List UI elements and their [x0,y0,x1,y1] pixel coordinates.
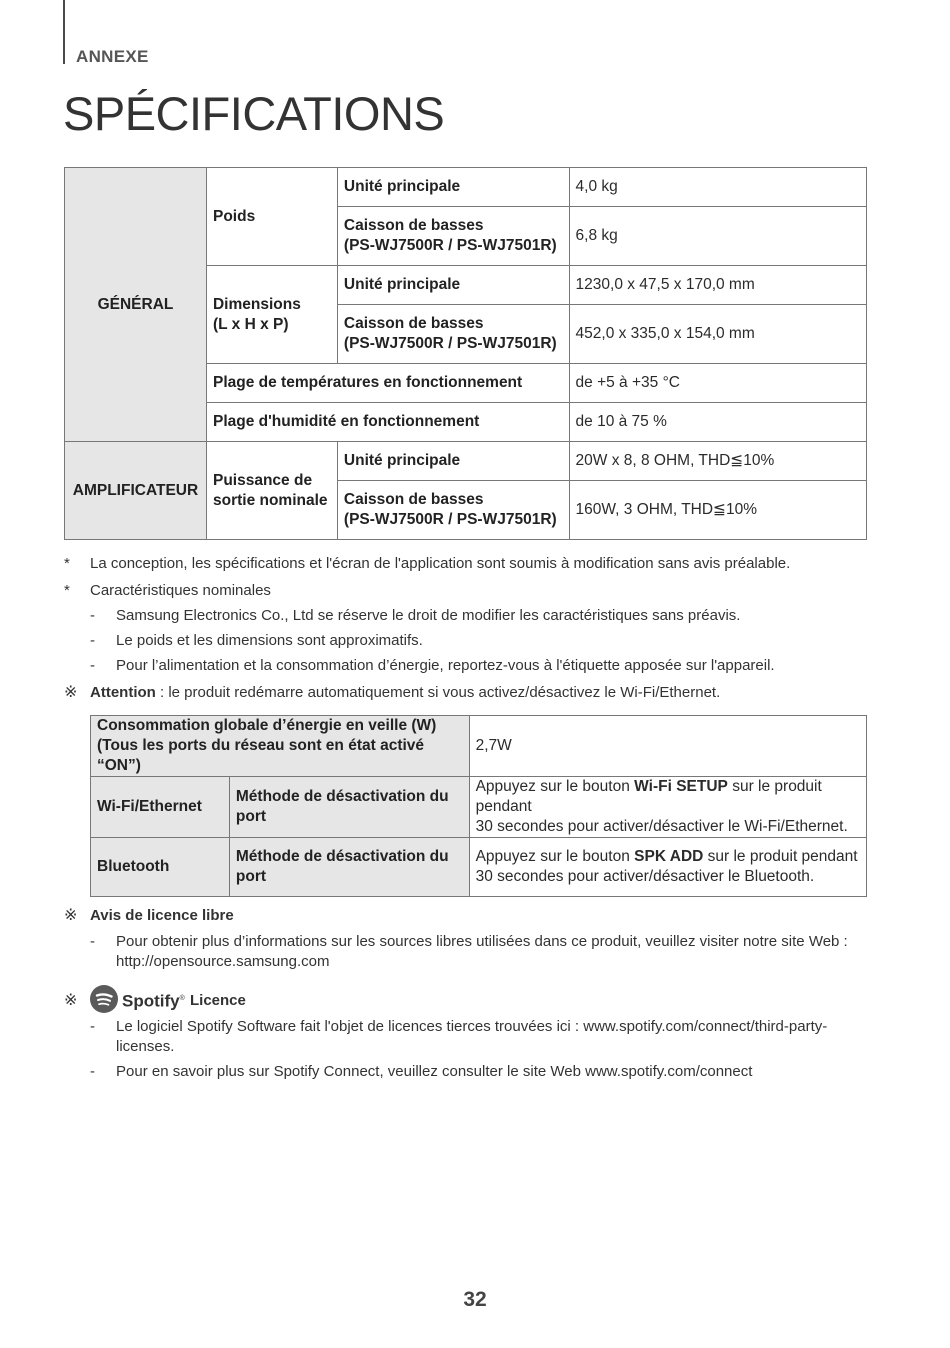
note-attention: ※ Attention : le produit redémarre automatiquement si vous activez/désactivez le Wi-Fi/Ethernet. [64,684,721,701]
section-label: ANNEXE [76,47,149,66]
power-sub-value: 160W, 3 OHM, THD≦10% [569,481,866,540]
weight-sub-label: Caisson de basses (PS-WJ7500R / PS-WJ7501R) [337,207,569,266]
spotify-logo-icon [90,985,118,1013]
power-main-label: Unité principale [337,442,569,481]
general-label: GÉNÉRAL [65,168,207,442]
temperature-label: Plage de températures en fonctionnement [206,364,569,403]
note-sub-1: - Samsung Electronics Co., Ltd se réserve le droit de modifier les caractéristiques sans préavis. [90,607,741,624]
temperature-value: de +5 à +35 °C [569,364,866,403]
page-title: SPÉCIFICATIONS [63,87,445,140]
weight-label: Poids [206,168,337,266]
amplifier-label: AMPLIFICATEUR [65,442,207,540]
humidity-value: de 10 à 75 % [569,403,866,442]
dim-main-value: 1230,0 x 47,5 x 170,0 mm [569,266,866,305]
spec-table [64,167,867,540]
note-sub-2: - Le poids et les dimensions sont approximatifs. [90,632,423,649]
note-rated: * Caractéristiques nominales [64,582,271,599]
open-source-title: ※ Avis de licence libre [64,907,234,924]
power-sub-label: Caisson de basses (PS-WJ7500R / PS-WJ7501R) [337,481,569,540]
spotify-block [64,985,884,1082]
consumption-value: 2,7W [469,716,866,777]
wifi-method-label: Méthode de désactivation du port [229,777,469,838]
consumption-label: Consommation globale d’énergie en veille (W) (Tous les ports du réseau sont en état activé “ON”) [91,716,470,777]
bluetooth-method-label: Méthode de désactivation du port [229,838,469,897]
power-main-value: 20W x 8, 8 OHM, THD≦10% [569,442,866,481]
notes-block [64,554,884,703]
note-design: * La conception, les spécifications et l'écran de l'application sont soumis à modification sans avis préalable. [64,555,791,572]
open-source-block [64,906,884,972]
weight-main-label: Unité principale [337,168,569,207]
dim-sub-value: 452,0 x 335,0 x 154,0 mm [569,305,866,364]
humidity-label: Plage d'humidité en fonctionnement [206,403,569,442]
power-table [90,715,867,897]
dimensions-label: Dimensions (L x H x P) [206,266,337,364]
spotify-licence-title: Licence [190,992,246,1009]
wifi-method-value: Appuyez sur le bouton Wi-Fi SETUP sur le produit pendant 30 secondes pour activer/désactiver le Wi-Fi/Ethernet. [469,777,866,838]
note-sub-3: - Pour l’alimentation et la consommation d’énergie, reportez-vous à l'étiquette apposée sur l'appareil. [90,657,775,674]
wifi-label: Wi-Fi/Ethernet [91,777,230,838]
weight-main-value: 4,0 kg [569,168,866,207]
spotify-wordmark: Spotify® [122,991,185,1011]
spotify-line-2: - Pour en savoir plus sur Spotify Connect, veuillez consulter le site Web www.spotify.com/connect [90,1063,753,1080]
spotify-heading: ※ Spotify® Licence [64,985,884,1015]
open-source-text: - Pour obtenir plus d’informations sur les sources libres utilisées dans ce produit, veuillez visiter notre site Web : http://opensource.samsung.com [90,933,848,970]
dim-main-label: Unité principale [337,266,569,305]
header-rule [63,0,65,64]
bluetooth-method-value: Appuyez sur le bouton SPK ADD sur le produit pendant 30 secondes pour activer/désactiver le Bluetooth. [469,838,866,897]
page-number: 32 [463,1288,487,1311]
bluetooth-label: Bluetooth [91,838,230,897]
power-label: Puissance de sortie nominale [206,442,337,540]
weight-sub-value: 6,8 kg [569,207,866,266]
dim-sub-label: Caisson de basses (PS-WJ7500R / PS-WJ7501R) [337,305,569,364]
spotify-line-1: - Le logiciel Spotify Software fait l'objet de licences tierces trouvées ici : www.spotify.com/connect/third-party-licenses. [90,1018,828,1055]
